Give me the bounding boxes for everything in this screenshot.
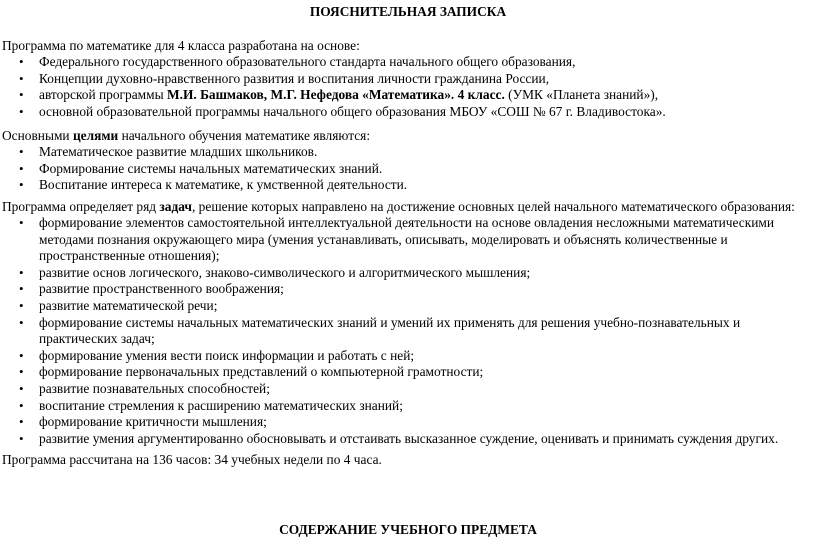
list-item: • Федерального государственного образовательного стандарта начального общего образования,: [0, 54, 808, 71]
text-span: авторской программы: [39, 87, 167, 103]
program-authors: М.И. Башмаков, М.Г. Нефедова «Математика». 4 класс.: [166, 87, 505, 103]
list-item: • Формирование системы начальных математических знаний.: [0, 161, 808, 178]
list-item: • развитие пространственного воображения;: [0, 281, 808, 298]
list-item: • формирование критичности мышления;: [0, 414, 808, 431]
goals-list: [0, 144, 808, 194]
page-title: ПОЯСНИТЕЛЬНАЯ ЗАПИСКА: [309, 4, 507, 19]
intro-paragraph: Программа по математике для 4 класса разработана на основе:: [2, 38, 360, 53]
tasks-keyword: задач: [159, 199, 192, 214]
list-item: • воспитание стремления к расширению математических знаний;: [0, 398, 808, 415]
text-span: Программа определяет ряд: [2, 199, 160, 214]
tasks-list: [0, 215, 808, 447]
list-item: • развитие познавательных способностей;: [0, 381, 808, 398]
list-item: • развитие умения аргументированно обосновывать и отстаивать высказанное суждение, оценивать и принимать суждения других.: [0, 431, 808, 448]
goals-intro-paragraph: [2, 128, 808, 145]
list-item: • основной образовательной программы начального общего образования МБОУ «СОШ № 67 г. Владивостока».: [0, 104, 808, 121]
goals-keyword: целями: [72, 128, 119, 143]
list-item: • Воспитание интереса к математике, к умственной деятельности.: [0, 177, 808, 194]
list-item: • формирование элементов самостоятельной интеллектуальной деятельности на основе овладения несложными математическими методами познания окружающего мира (умения устанавливать, описывать, моделировать и объяснять количественные и пространственные отношения);: [0, 215, 808, 265]
text-span: , решение которых направлено на достижение основных целей начального математического образования:: [191, 199, 795, 214]
list-item: • развитие математической речи;: [0, 298, 808, 315]
hours-paragraph: Программа рассчитана на 136 часов: 34 учебных недели по 4 часа.: [2, 452, 382, 467]
list-item: • Концепции духовно-нравственного развития и воспитания личности гражданина России,: [0, 71, 808, 88]
text-span: (УМК «Планета знаний»),: [504, 87, 659, 103]
list-item: [0, 87, 808, 104]
basis-list: [0, 54, 808, 120]
tasks-intro-paragraph: [2, 199, 808, 216]
content-section-title: СОДЕРЖАНИЕ УЧЕБНОГО ПРЕДМЕТА: [279, 522, 537, 537]
list-item: • развитие основ логического, знаково-символического и алгоритмического мышления;: [0, 265, 808, 282]
text-span: Основными: [2, 128, 73, 143]
list-item: • Математическое развитие младших школьников.: [0, 144, 808, 161]
list-item: • формирование системы начальных математических знаний и умений их применять для решения учебно-познавательных и практических задач;: [0, 315, 808, 348]
list-item: • формирование первоначальных представлений о компьютерной грамотности;: [0, 364, 808, 381]
list-item: • формирование умения вести поиск информации и работать с ней;: [0, 348, 808, 365]
text-span: начального обучения математике являются:: [118, 128, 371, 143]
